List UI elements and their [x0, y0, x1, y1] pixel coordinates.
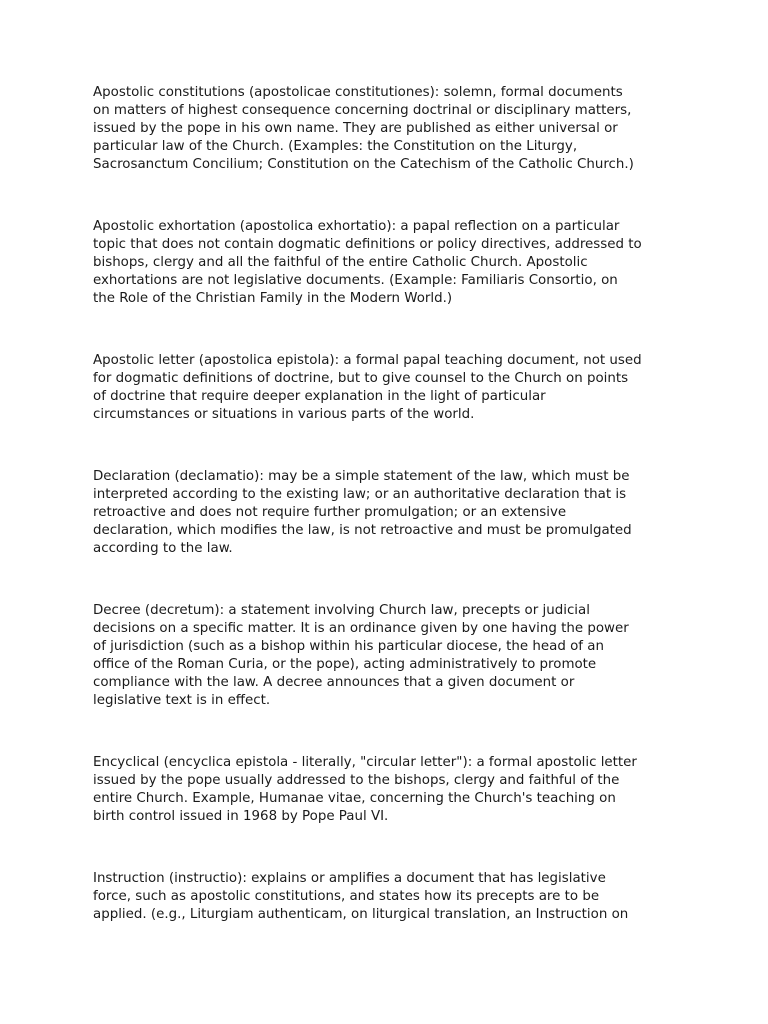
entry-apostolic-exhortation	[93, 218, 693, 308]
entry-line: of doctrine that require deeper explanation in the light of particular	[93, 389, 546, 404]
entry-line: Instruction (instructio): explains or amplifies a document that has legislative	[93, 871, 606, 886]
entry-apostolic-letter	[93, 352, 693, 424]
entry-line: particular law of the Church. (Examples: the Constitution on the Liturgy,	[93, 139, 578, 154]
entry-line: compliance with the law. A decree announces that a given document or	[93, 675, 575, 690]
entry-line: decisions on a specific matter. It is an ordinance given by one having the power	[93, 621, 629, 636]
entry-line: on matters of highest consequence concerning doctrinal or disciplinary matters,	[93, 103, 632, 118]
entry-decree	[93, 602, 693, 710]
entry-line: Apostolic letter (apostolica epistola): a formal papal teaching document, not used	[93, 353, 642, 368]
entry-line: Apostolic constitutions (apostolicae constitutiones): solemn, formal documents	[93, 85, 623, 100]
document-body	[93, 84, 693, 968]
entry-line: interpreted according to the existing law; or an authoritative declaration that is	[93, 487, 627, 502]
entry-line: Declaration (declamatio): may be a simple statement of the law, which must be	[93, 469, 630, 484]
entry-line: force, such as apostolic constitutions, and states how its precepts are to be	[93, 889, 600, 904]
entry-line: for dogmatic definitions of doctrine, but to give counsel to the Church on points	[93, 371, 629, 386]
entry-line: Apostolic exhortation (apostolica exhortatio): a papal reflection on a particular	[93, 219, 620, 234]
entry-line: issued by the pope usually addressed to the bishops, clergy and faithful of the	[93, 773, 620, 788]
entry-line: exhortations are not legislative documents. (Example: Familiaris Consortio, on	[93, 273, 618, 288]
entry-line: legislative text is in effect.	[93, 693, 271, 708]
entry-line: entire Church. Example, Humanae vitae, concerning the Church's teaching on	[93, 791, 616, 806]
entry-line: birth control issued in 1968 by Pope Paul VI.	[93, 809, 389, 824]
entry-line: Sacrosanctum Concilium; Constitution on the Catechism of the Catholic Church.)	[93, 157, 634, 172]
entry-line: the Role of the Christian Family in the Modern World.)	[93, 291, 453, 306]
entry-line: retroactive and does not require further promulgation; or an extensive	[93, 505, 567, 520]
entry-line: Encyclical (encyclica epistola - literally, "circular letter"): a formal apostolic letter	[93, 755, 637, 770]
entry-instruction	[93, 870, 693, 924]
entry-line: according to the law.	[93, 541, 233, 556]
entry-encyclical	[93, 754, 693, 826]
entry-apostolic-constitutions	[93, 84, 693, 174]
entry-line: applied. (e.g., Liturgiam authenticam, on liturgical translation, an Instruction on	[93, 907, 629, 922]
entry-line: Decree (decretum): a statement involving Church law, precepts or judicial	[93, 603, 590, 618]
entry-line: declaration, which modifies the law, is not retroactive and must be promulgated	[93, 523, 632, 538]
entry-line: bishops, clergy and all the faithful of the entire Catholic Church. Apostolic	[93, 255, 588, 270]
entry-line: office of the Roman Curia, or the pope), acting administratively to promote	[93, 657, 597, 672]
entry-line: issued by the pope in his own name. They are published as either universal or	[93, 121, 618, 136]
entry-declaration	[93, 468, 693, 558]
entry-line: circumstances or situations in various parts of the world.	[93, 407, 475, 422]
entry-line: of jurisdiction (such as a bishop within his particular diocese, the head of an	[93, 639, 604, 654]
entry-line: topic that does not contain dogmatic definitions or policy directives, addressed to	[93, 237, 642, 252]
